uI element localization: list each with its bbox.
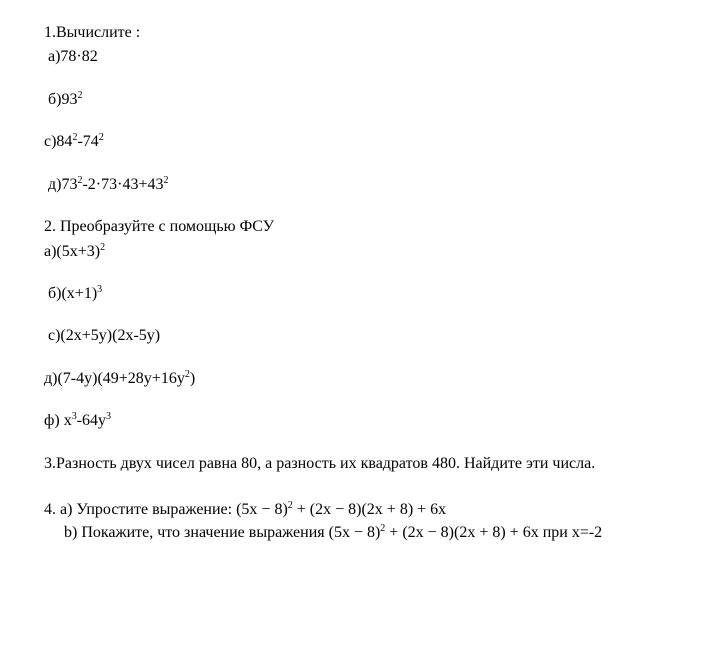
task1-item-d-part1: д)73	[48, 176, 78, 193]
task1-item-d-part2: -2·73·43+43	[82, 176, 164, 193]
task2-title: 2. Преобразуйте с помощью ФСУ	[44, 218, 275, 235]
task2-item-d-exponent: 2	[184, 369, 190, 380]
task1-item-d	[48, 176, 168, 194]
task4-item-b-part1: b) Покажите, что значение выражения (5x − 8)	[64, 524, 381, 541]
task4-item-a-exponent: 2	[287, 500, 293, 511]
task1-item-c-exponent1: 2	[72, 132, 78, 143]
task3-text: 3.Разность двух чисел равна 80, а разность их квадратов 480. Найдите эти числа.	[44, 455, 596, 472]
task1-item-c-exponent2: 2	[98, 132, 104, 143]
task2-item-d	[44, 370, 195, 388]
task2-item-d-part1: д)(7-4у)(49+28у+16у	[44, 370, 185, 387]
task1-item-c	[44, 133, 104, 151]
task2-item-a-base: а)(5х+3)	[44, 243, 101, 260]
task2-item-d-part2: )	[189, 370, 196, 387]
task2-item-f-part1: ф) х	[44, 412, 72, 429]
task2-item-f-exponent2: 3	[106, 411, 112, 422]
task2-item-b-exponent: 3	[97, 284, 103, 295]
task2-item-b-base: б)(х+1)	[48, 285, 98, 302]
task1-item-d-exponent1: 2	[77, 175, 83, 186]
task1-item-b	[48, 91, 82, 109]
task1-item-b-base: б)93	[48, 91, 78, 108]
task2-item-f-exponent1: 3	[71, 411, 77, 422]
task4-item-a-part1: 4. a) Упростите выражение: (5x − 8)	[44, 501, 288, 518]
task1-item-b-exponent: 2	[77, 90, 83, 101]
task2-item-a	[44, 243, 105, 261]
task4-item-b-exponent: 2	[380, 523, 386, 534]
task2-item-a-exponent: 2	[100, 242, 106, 253]
task2-item-c: с)(2х+5у)(2х-5у)	[48, 327, 161, 344]
task2-item-f-part2: -64у	[76, 412, 107, 429]
task4-item-b-part2: + (2x − 8)(2x + 8) + 6x при х=-2	[385, 524, 603, 541]
task4-item-a-part2: + (2x − 8)(2x + 8) + 6x	[292, 501, 447, 518]
task1-item-c-part1: с)84	[44, 133, 73, 150]
task2-item-f	[44, 412, 111, 430]
task2-item-b	[48, 285, 102, 303]
task1-title: 1.Вычислите :	[44, 24, 141, 41]
task4-item-b	[64, 524, 602, 542]
task1-item-c-part2: -74	[77, 133, 99, 150]
task1-item-a: а)78·82	[48, 48, 98, 65]
task4-item-a	[44, 501, 446, 519]
task1-item-d-exponent2: 2	[163, 175, 169, 186]
